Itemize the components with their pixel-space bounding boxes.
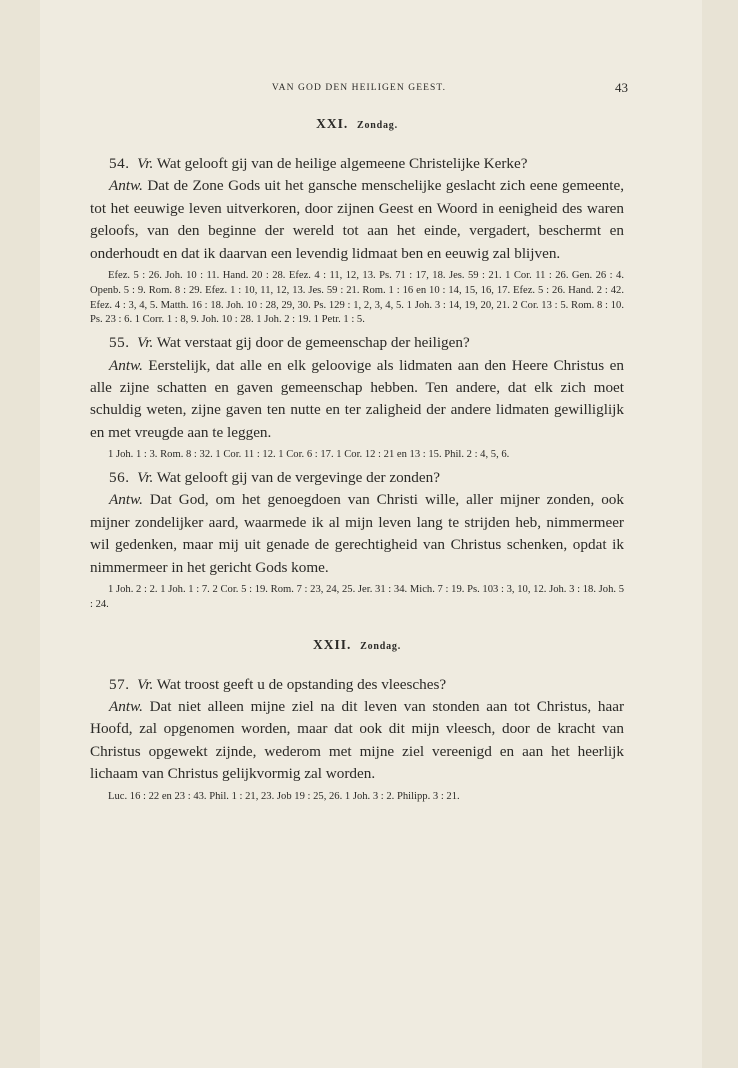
question bbox=[90, 467, 624, 489]
running-title: VAN GOD DEN HEILIGEN GEEST. bbox=[271, 83, 447, 93]
question-label: Vr. bbox=[137, 469, 154, 487]
question-label: Vr. bbox=[137, 155, 154, 172]
scripture-references: Luc. 16 : 22 en 23 : 43. Phil. 1 : 21, 23. Job 19 : 25, 26. 1 Joh. 3 : 2. Philipp. 3 : 21. bbox=[108, 790, 460, 802]
catechism-item bbox=[90, 332, 624, 463]
question-number: 54. bbox=[109, 155, 130, 172]
page-left-edge bbox=[0, 0, 40, 1068]
answer bbox=[90, 489, 624, 579]
sunday-roman-numeral: XXII. bbox=[312, 636, 352, 652]
question-text: Wat troost geeft u de opstanding des vleesches? bbox=[156, 675, 447, 693]
answer-text: Dat niet alleen mijne ziel na dit leven van stonden aan tot Christus, haar Hoofd, zal opgenomen worden, maar dat ook dit mijn vleesch, door de kracht van Christus opgewekt zijnde, wederom met mijne ziel vereenigd en aan het heerlijk lichaam van Christus gelijkvormig zal worden. bbox=[90, 698, 624, 783]
question-text: Wat gelooft gij van de vergevinge der zonden? bbox=[156, 469, 440, 487]
answer-text: Eerstelijk, dat alle en elk geloovige als lidmaten aan den Heere Christus en alle zijne schatten en gaven gemeenschap hebben. Ten andere, dat elk zich moet schuldig weten, zijne gaven ten nutte en ter zaligheid der andere lidmaten gewilliglijk en met vreugde aan te leggen. bbox=[90, 356, 625, 441]
question-text: Wat gelooft gij van de heilige algemeene Christelijke Kerke? bbox=[156, 155, 528, 172]
page-header bbox=[90, 80, 628, 100]
sunday-word: Zondag. bbox=[360, 640, 402, 652]
sunday-heading bbox=[90, 637, 624, 653]
answer-label: Antw. bbox=[109, 356, 143, 374]
scripture-references: Efez. 5 : 26. Joh. 10 : 11. Hand. 20 : 28. Efez. 4 : 11, 12, 13. Ps. 71 : 17, 18. Jes. 59 : 21. 1 Cor. 11 : 26. Gen. 26 : 4. Openb. 5 : 9. Rom. 8 : 29. Efez. 1 : 10, 11, 12, 13. Jes. 59 : 21. Rom. 1 : 16 en 10 : 14, 15, 16, 17. Efez. 5 : 26. Hand. 2 : 42. Efez. 4 : 3, 4, 5. Matth. 16 : 18. Joh. 10 : 28, 29, 30. Ps. 129 : 1, 2, 3, 4, 5. 1 Joh. 3 : 14, 19, 20, 21. 2 Cor. 13 : 5. Rom. 8 : 10. Ps. 23 : 6. 1 Corr. 1 : 8, 9. Joh. 10 : 28. 1 Joh. 2 : 19. 1 Petr. 1 : 5. bbox=[90, 270, 624, 326]
answer-label: Antw. bbox=[109, 177, 143, 195]
scripture-references: 1 Joh. 1 : 3. Rom. 8 : 32. 1 Cor. 11 : 12. 1 Cor. 6 : 17. 1 Cor. 12 : 21 en 13 : 15. Phil. 2 : 4, 5, 6. bbox=[108, 449, 510, 461]
answer-text: Dat de Zone Gods uit het gansche menschelijke geslacht zich eene gemeente, tot het eeuwige leven uitverkoren, door zijnen Geest en Woord in eenigheid des waren geloofs, van den beginne der wereld tot aan het einde, vergadert, beschermt en onderhoudt en dat ik daarvan een levendig lidmaat ben en eeuwig zal blijven. bbox=[90, 177, 624, 262]
catechism-item bbox=[90, 153, 624, 328]
question bbox=[90, 674, 624, 696]
answer-text: Dat God, om het genoegdoen van Christi wille, aller mijner zonden, ook mijner zondelijker aard, waarmede ik al mijn leven lang te strijden heb, nimmermeer wil gedenken, maar mij uit genade de gerechtigheid van Christus schenken, opdat ik nimmermeer in het gericht Gods kome. bbox=[90, 491, 624, 576]
catechism-item bbox=[90, 674, 624, 805]
question bbox=[90, 153, 624, 175]
question-number: 55. bbox=[109, 334, 130, 352]
answer bbox=[90, 696, 624, 786]
page-right-edge bbox=[702, 0, 738, 1068]
sunday-roman-numeral: XXI. bbox=[316, 116, 349, 131]
answer bbox=[90, 355, 624, 445]
question bbox=[90, 332, 624, 354]
question-label: Vr. bbox=[137, 675, 154, 693]
answer-label: Antw. bbox=[109, 491, 143, 509]
section-gap bbox=[90, 613, 624, 637]
question-label: Vr. bbox=[137, 334, 154, 352]
sunday-heading bbox=[90, 116, 624, 132]
page-number: 43 bbox=[615, 80, 628, 95]
answer-label: Antw. bbox=[109, 698, 143, 716]
sunday-word: Zondag. bbox=[356, 120, 398, 131]
page-content bbox=[90, 116, 624, 805]
question-number: 57. bbox=[109, 675, 130, 693]
catechism-item bbox=[90, 467, 624, 613]
scripture-references: 1 Joh. 2 : 2. 1 Joh. 1 : 7. 2 Cor. 5 : 19. Rom. 7 : 23, 24, 25. Jer. 31 : 34. Mich. 7 : 19. Ps. 103 : 3, 10, 12. Joh. 3 : 18. Joh. 5 : 24. bbox=[90, 584, 624, 610]
answer bbox=[90, 175, 624, 265]
question-number: 56. bbox=[109, 469, 130, 487]
question-text: Wat verstaat gij door de gemeenschap der heiligen? bbox=[156, 334, 470, 352]
